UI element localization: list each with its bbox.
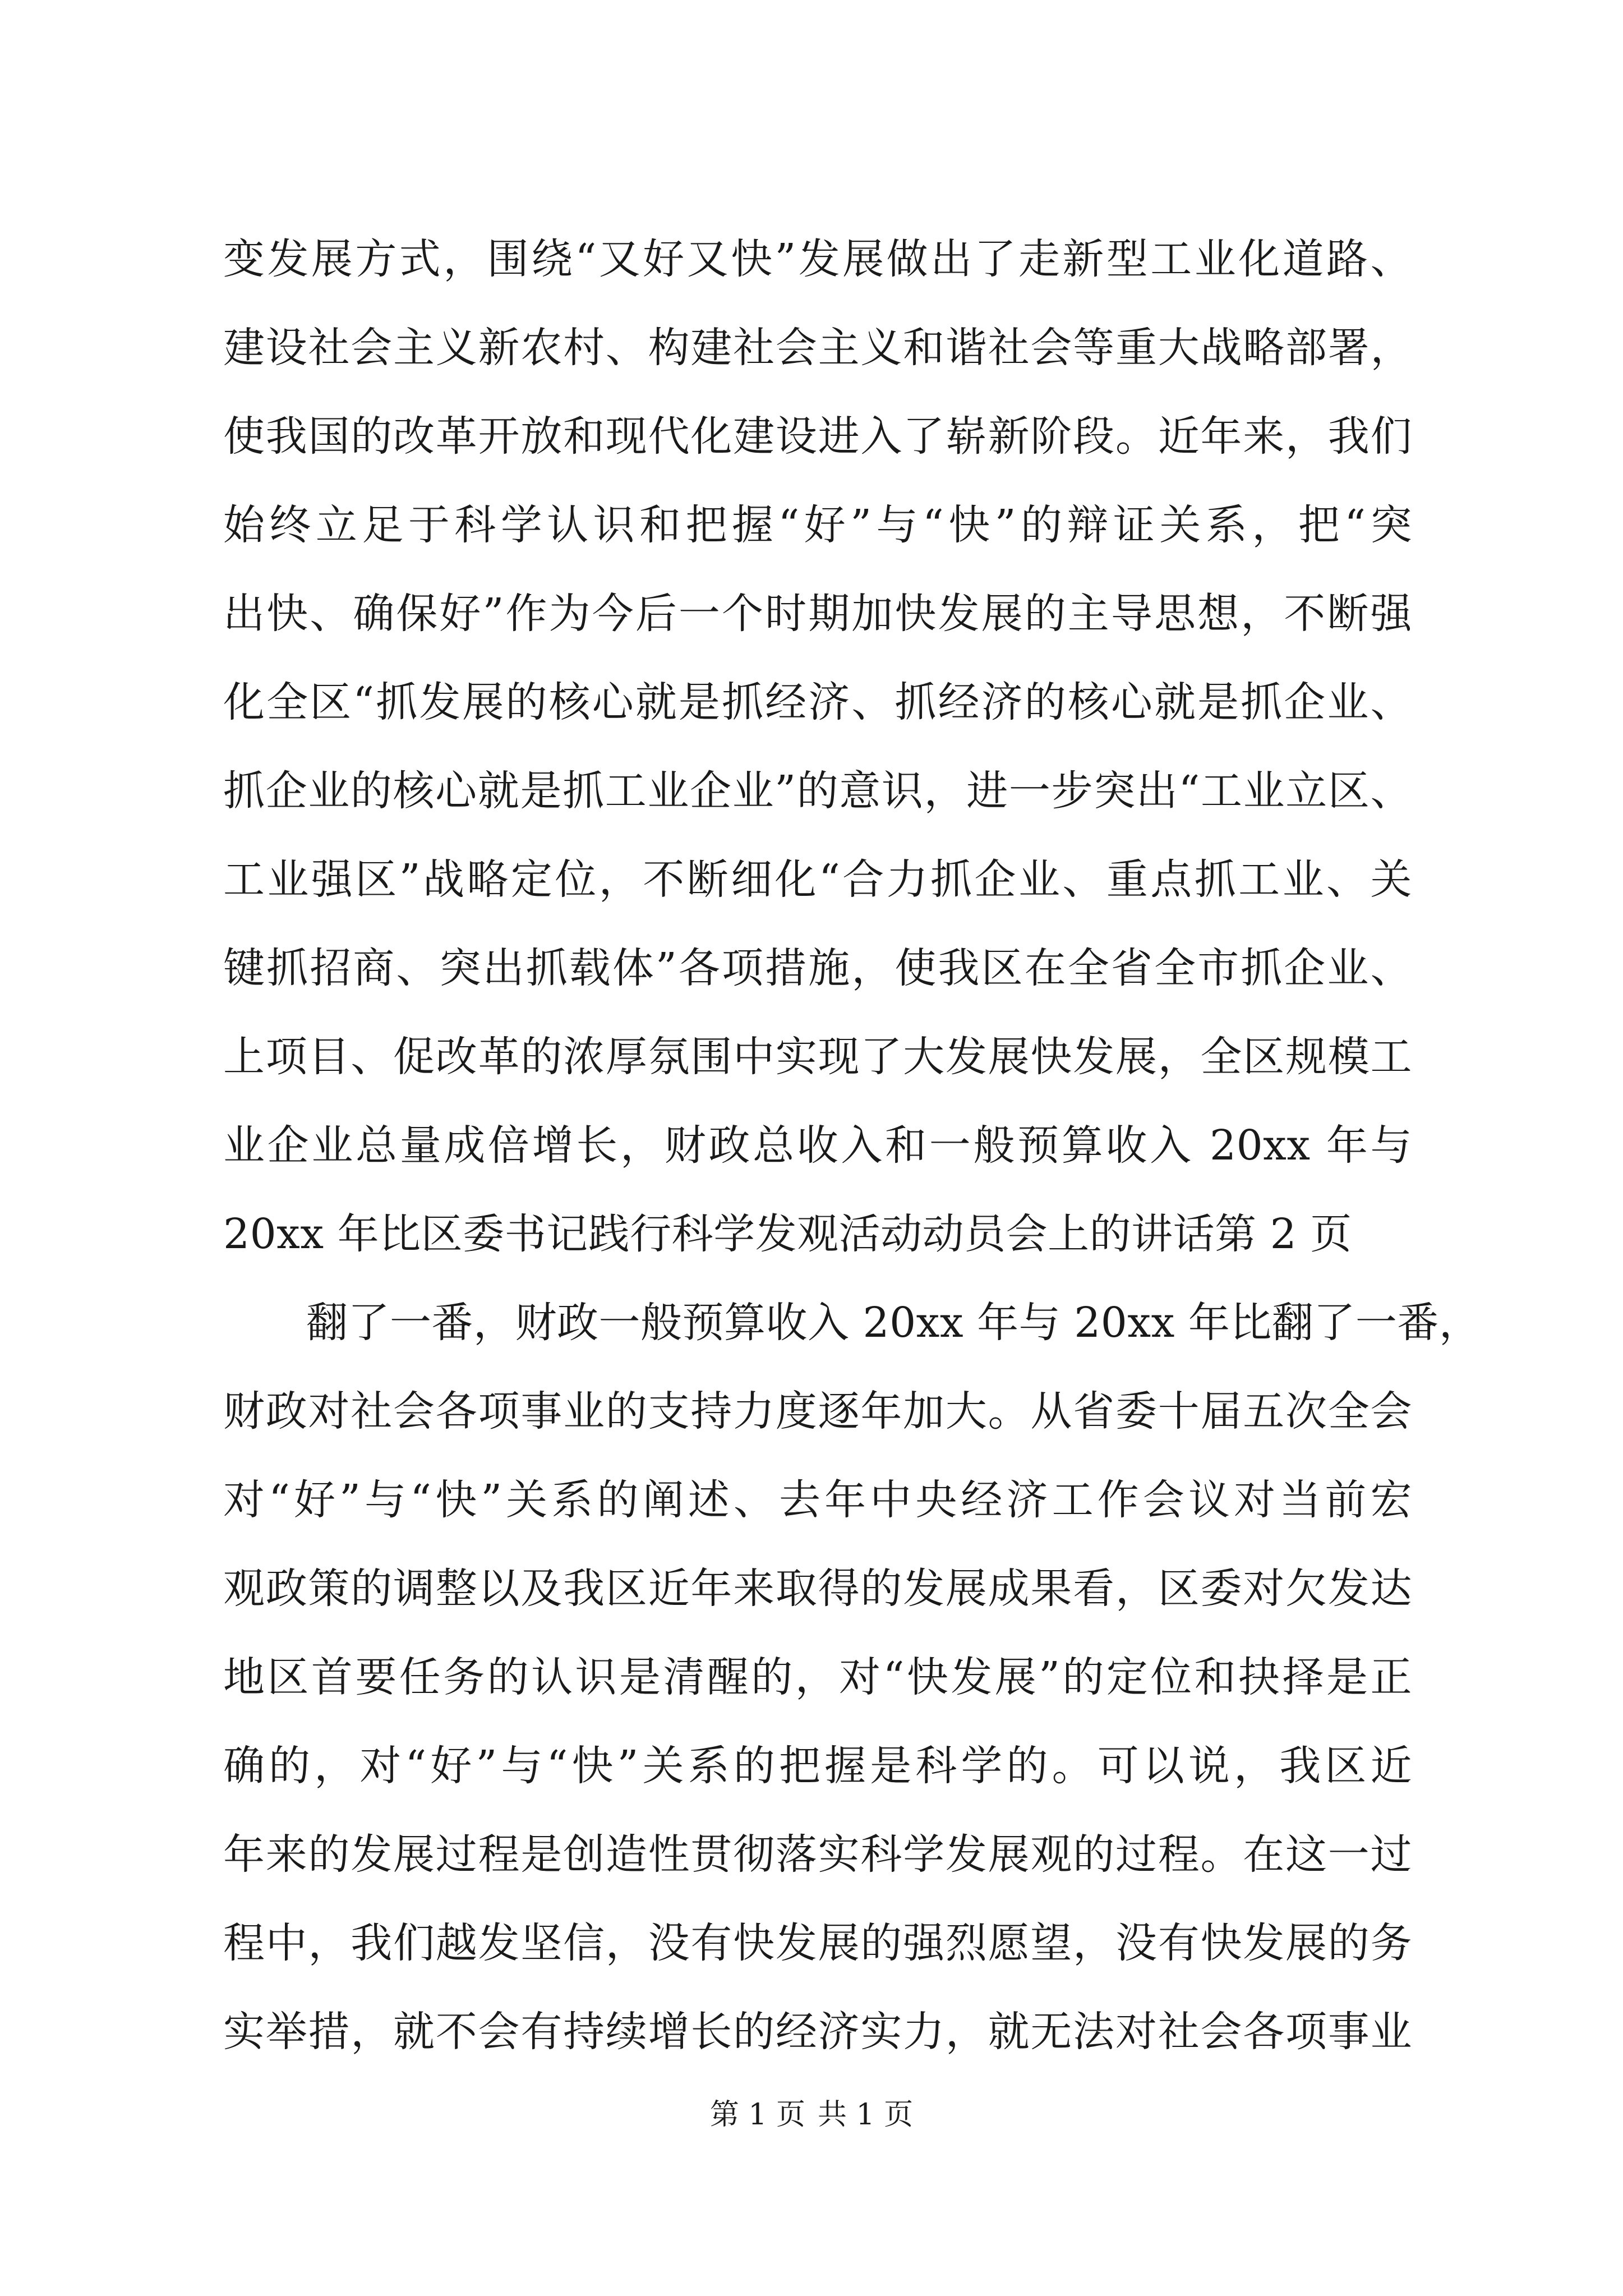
text-line: 实举措，就不会有持续增长的经济实力，就无法对社会各项事业: [223, 2008, 1412, 2056]
text-line: 业企业总量成倍增长，财政总收入和一般预算收入 20xx 年与: [223, 1121, 1412, 1170]
text-line: 年来的发展过程是创造性贯彻落实科学发展观的过程。在这一过: [223, 1830, 1412, 1879]
text-line: 程中，我们越发坚信，没有快发展的强烈愿望，没有快发展的务: [223, 1919, 1412, 1967]
page-footer: [0, 2095, 1623, 2134]
text-line: 确的，对“好”与“快”关系的把握是科学的。可以说，我区近: [223, 1742, 1412, 1790]
text-line: 使我国的改革开放和现代化建设进入了崭新阶段。近年来，我们: [223, 412, 1412, 461]
text-line: 上项目、促改革的浓厚氛围中实现了大发展快发展，全区规模工: [223, 1033, 1412, 1081]
text-line: 出快、确保好”作为今后一个时期加快发展的主导思想，不断强: [223, 590, 1412, 638]
text-line: 始终立足于科学认识和把握“好”与“快”的辩证关系，把“突: [223, 501, 1412, 549]
document-body: [223, 215, 1481, 2076]
text-line: 抓企业的核心就是抓工业企业”的意识，进一步突出“工业立区、: [223, 767, 1412, 815]
text-line: 工业强区”战略定位，不断细化“合力抓企业、重点抓工业、关: [223, 855, 1412, 904]
text-line: 变发展方式，围绕“又好又快”发展做出了走新型工业化道路、: [223, 235, 1412, 283]
text-line: 建设社会主义新农村、构建社会主义和谐社会等重大战略部署，: [223, 324, 1412, 372]
current-page-number: 第 1 页: [709, 2098, 805, 2132]
text-line: 化全区“抓发展的核心就是抓经济、抓经济的核心就是抓企业、: [223, 678, 1412, 726]
total-pages-count: 共 1 页: [818, 2098, 914, 2132]
text-line: 翻了一番，财政一般预算收入 20xx 年与 20xx 年比翻了一番，: [306, 1299, 1481, 1347]
text-line: 财政对社会各项事业的支持力度逐年加大。从省委十届五次全会: [223, 1387, 1412, 1435]
text-line: 地区首要任务的认识是清醒的，对“快发展”的定位和抉择是正: [223, 1653, 1412, 1701]
text-line: 对“好”与“快”关系的阐述、去年中央经济工作会议对当前宏: [223, 1476, 1412, 1524]
text-line: 键抓招商、突出抓载体”各项措施，使我区在全省全市抓企业、: [223, 944, 1412, 992]
paragraph: [223, 1278, 1481, 2076]
text-line: 观政策的调整以及我区近年来取得的发展成果看，区委对欠发达: [223, 1565, 1412, 1613]
paragraph: [223, 215, 1412, 1278]
text-line: 20xx 年比区委书记践行科学发观活动动员会上的讲话第 2 页: [223, 1210, 1352, 1258]
